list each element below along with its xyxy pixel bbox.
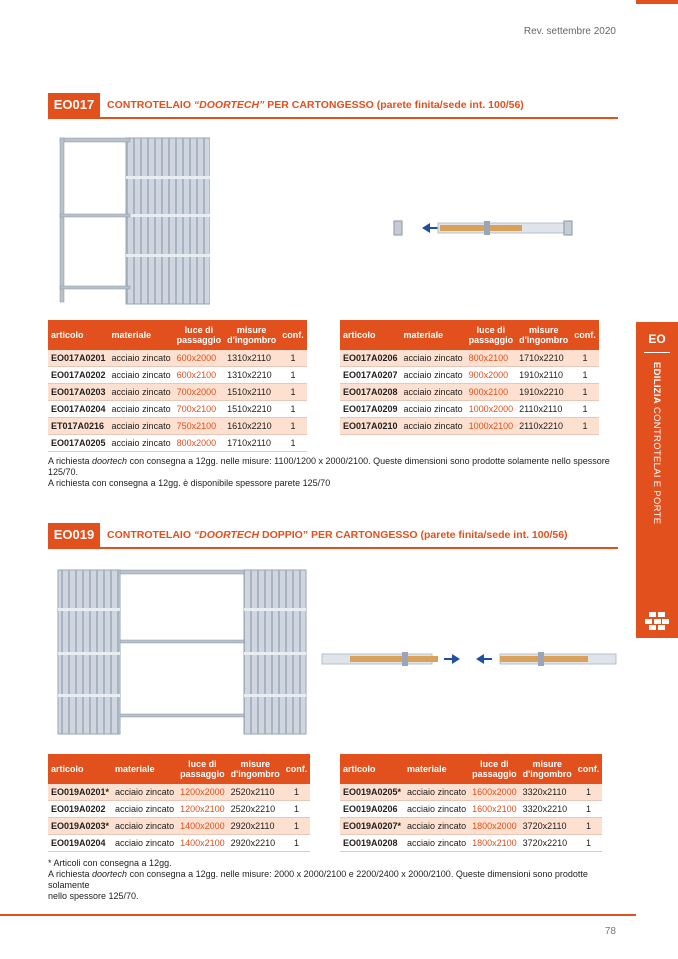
cell-conf: 1 [283, 818, 311, 835]
table-row [340, 835, 602, 852]
cell-luce: 900x2100 [466, 384, 517, 401]
cell-luce: 1600x2000 [469, 784, 520, 801]
cell-misure: 2110x2110 [516, 401, 571, 418]
cell-conf: 1 [279, 367, 307, 384]
section-header-eo017 [48, 93, 618, 117]
cell-articolo: EO019A0202 [48, 801, 112, 818]
eo017-table-right [340, 320, 599, 435]
cell-articolo: EO019A0207* [340, 818, 404, 835]
note-line: A richiesta con consegna a 12gg. è disponibile spessore parete 125/70 [48, 478, 331, 488]
cell-articolo: EO019A0203* [48, 818, 112, 835]
col-misure: misure d'ingombro [228, 754, 283, 784]
cell-articolo: EO019A0204 [48, 835, 112, 852]
cell-materiale: acciaio zincato [404, 784, 469, 801]
category-side-tab [636, 322, 678, 638]
cell-misure: 2520x2210 [228, 801, 283, 818]
table-row [48, 784, 310, 801]
col-misure: misure d'ingombro [520, 754, 575, 784]
note-line: A richiesta doortech con consegna a 12gg. nelle misure: 1100/1200 x 2000/2100. Queste dimensioni sono prodotte solamente nello spessore 125/70. [48, 456, 610, 477]
eo019-section-diagram [320, 646, 620, 674]
cell-materiale: acciaio zincato [109, 435, 174, 452]
cell-luce: 800x2000 [174, 435, 225, 452]
cell-conf: 1 [575, 835, 603, 852]
cell-articolo: EO017A0202 [48, 367, 109, 384]
side-tab-code: EO [648, 332, 666, 346]
eo017-section-diagram [388, 208, 588, 248]
cell-conf: 1 [575, 784, 603, 801]
cell-materiale: acciaio zincato [112, 801, 177, 818]
note-line: A richiesta doortech con consegna a 12gg. nelle misure: 2000 x 2000/2100 e 2200/2400 x 2000/2100. Queste dimensioni sono prodotte solamente [48, 869, 588, 890]
cell-articolo: EO017A0205 [48, 435, 109, 452]
table-row [48, 835, 310, 852]
cell-luce: 700x2100 [174, 401, 225, 418]
cell-articolo: EO017A0201 [48, 350, 109, 367]
cell-articolo: EO017A0203 [48, 384, 109, 401]
col-materiale: materiale [112, 754, 177, 784]
cell-conf: 1 [279, 435, 307, 452]
cell-luce: 1800x2000 [469, 818, 520, 835]
eo019-table-right [340, 754, 602, 852]
cell-luce: 600x2000 [174, 350, 225, 367]
cell-misure: 2110x2210 [516, 418, 571, 435]
cell-materiale: acciaio zincato [109, 350, 174, 367]
section-code: EO017 [48, 93, 100, 117]
section-header-eo019 [48, 523, 618, 547]
cell-conf: 1 [283, 835, 311, 852]
cell-luce: 600x2100 [174, 367, 225, 384]
note-line: nello spessore 125/70. [48, 891, 139, 901]
table-row [340, 384, 599, 401]
col-articolo: articolo [48, 320, 109, 350]
cell-misure: 1310x2110 [224, 350, 279, 367]
col-luce: luce di passaggio [177, 754, 228, 784]
cell-materiale: acciaio zincato [404, 818, 469, 835]
cell-materiale: acciaio zincato [401, 401, 466, 418]
cell-luce: 1400x2100 [177, 835, 228, 852]
table-row [48, 418, 307, 435]
cell-materiale: acciaio zincato [112, 835, 177, 852]
cell-luce: 750x2100 [174, 418, 225, 435]
cell-misure: 2920x2110 [228, 818, 283, 835]
cell-articolo: EO017A0209 [340, 401, 401, 418]
col-articolo: articolo [340, 320, 401, 350]
eo019-table-left [48, 754, 310, 852]
cell-materiale: acciaio zincato [109, 418, 174, 435]
cell-materiale: acciaio zincato [404, 835, 469, 852]
cell-misure: 2520x2110 [228, 784, 283, 801]
section-rule [48, 117, 618, 119]
cell-luce: 1000x2000 [466, 401, 517, 418]
cell-misure: 1910x2210 [516, 384, 571, 401]
eo019-frame-image [56, 568, 308, 736]
cell-conf: 1 [283, 784, 311, 801]
eo017-table-left [48, 320, 307, 452]
col-luce: luce di passaggio [466, 320, 517, 350]
col-conf: conf. [571, 320, 599, 350]
table-row [48, 435, 307, 452]
cell-conf: 1 [279, 384, 307, 401]
cell-luce: 1000x2100 [466, 418, 517, 435]
col-articolo: articolo [48, 754, 112, 784]
cell-luce: 1200x2000 [177, 784, 228, 801]
footer-rule [0, 914, 636, 916]
eo019-notes [48, 858, 628, 902]
table-row [48, 818, 310, 835]
cell-conf: 1 [279, 401, 307, 418]
cell-articolo: EO019A0201* [48, 784, 112, 801]
cell-misure: 1610x2210 [224, 418, 279, 435]
cell-luce: 1200x2100 [177, 801, 228, 818]
cell-luce: 700x2000 [174, 384, 225, 401]
cell-articolo: EO019A0208 [340, 835, 404, 852]
col-misure: misure d'ingombro [224, 320, 279, 350]
cell-luce: 800x2100 [466, 350, 517, 367]
cell-misure: 3720x2210 [520, 835, 575, 852]
cell-articolo: EO017A0206 [340, 350, 401, 367]
table-row [48, 401, 307, 418]
col-materiale: materiale [404, 754, 469, 784]
bricks-icon [645, 612, 669, 630]
note-line: * Articoli con consegna a 12gg. [48, 858, 172, 868]
cell-conf: 1 [571, 350, 599, 367]
cell-articolo: EO017A0207 [340, 367, 401, 384]
cell-misure: 1310x2210 [224, 367, 279, 384]
col-luce: luce di passaggio [174, 320, 225, 350]
cell-articolo: EO017A0208 [340, 384, 401, 401]
side-tab-rule [644, 352, 670, 353]
cell-articolo: EO017A0204 [48, 401, 109, 418]
cell-misure: 3720x2110 [520, 818, 575, 835]
cell-conf: 1 [279, 350, 307, 367]
table-row [340, 801, 602, 818]
col-conf: conf. [279, 320, 307, 350]
top-accent-bar [636, 0, 678, 4]
cell-conf: 1 [279, 418, 307, 435]
eo017-frame-image [58, 136, 210, 306]
section-code: EO019 [48, 523, 100, 547]
col-materiale: materiale [109, 320, 174, 350]
cell-articolo: EO019A0205* [340, 784, 404, 801]
cell-materiale: acciaio zincato [109, 367, 174, 384]
cell-luce: 1400x2000 [177, 818, 228, 835]
cell-materiale: acciaio zincato [401, 418, 466, 435]
cell-articolo: EO019A0206 [340, 801, 404, 818]
cell-conf: 1 [571, 418, 599, 435]
cell-materiale: acciaio zincato [401, 350, 466, 367]
cell-articolo: ET017A0216 [48, 418, 109, 435]
cell-materiale: acciaio zincato [112, 818, 177, 835]
cell-misure: 1510x2110 [224, 384, 279, 401]
cell-luce: 900x2000 [466, 367, 517, 384]
side-tab-title: EDILIZIA CONTROTELAI E PORTE [651, 362, 662, 525]
table-row [48, 384, 307, 401]
cell-materiale: acciaio zincato [401, 384, 466, 401]
table-row [340, 367, 599, 384]
cell-materiale: acciaio zincato [109, 401, 174, 418]
col-misure: misure d'ingombro [516, 320, 571, 350]
cell-luce: 1800x2100 [469, 835, 520, 852]
table-row [48, 350, 307, 367]
cell-misure: 2920x2210 [228, 835, 283, 852]
col-luce: luce di passaggio [469, 754, 520, 784]
col-materiale: materiale [401, 320, 466, 350]
table-row [48, 801, 310, 818]
cell-misure: 1710x2210 [516, 350, 571, 367]
cell-materiale: acciaio zincato [109, 384, 174, 401]
cell-articolo: EO017A0210 [340, 418, 401, 435]
section-title: CONTROTELAIO “DOORTECH” PER CARTONGESSO (parete finita/sede int. 100/56) [107, 99, 524, 111]
cell-materiale: acciaio zincato [401, 367, 466, 384]
cell-conf: 1 [575, 801, 603, 818]
cell-misure: 1910x2110 [516, 367, 571, 384]
table-row [340, 818, 602, 835]
section-title: CONTROTELAIO “DOORTECH DOPPIO” PER CARTONGESSO (parete finita/sede int. 100/56) [107, 529, 568, 541]
cell-luce: 1600x2100 [469, 801, 520, 818]
cell-materiale: acciaio zincato [112, 784, 177, 801]
col-articolo: articolo [340, 754, 404, 784]
eo017-notes [48, 456, 628, 489]
table-row [340, 784, 602, 801]
col-conf: conf. [575, 754, 603, 784]
table-row [340, 418, 599, 435]
table-row [340, 350, 599, 367]
cell-conf: 1 [571, 367, 599, 384]
cell-conf: 1 [571, 384, 599, 401]
cell-materiale: acciaio zincato [404, 801, 469, 818]
cell-conf: 1 [571, 401, 599, 418]
cell-misure: 3320x2210 [520, 801, 575, 818]
cell-misure: 3320x2110 [520, 784, 575, 801]
cell-misure: 1710x2110 [224, 435, 279, 452]
revision-date: Rev. settembre 2020 [523, 26, 616, 37]
table-row [48, 367, 307, 384]
section-rule [48, 547, 618, 549]
cell-conf: 1 [283, 801, 311, 818]
col-conf: conf. [283, 754, 311, 784]
cell-conf: 1 [575, 818, 603, 835]
page-number: 78 [604, 926, 616, 937]
cell-misure: 1510x2210 [224, 401, 279, 418]
table-row [340, 401, 599, 418]
